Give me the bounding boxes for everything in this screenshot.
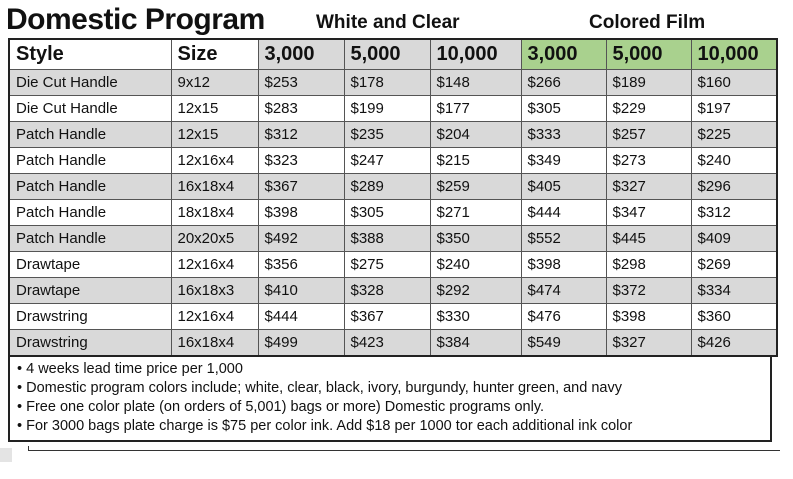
price-cell: $240 xyxy=(691,148,777,174)
price-cell: $552 xyxy=(521,226,606,252)
price-cell: $253 xyxy=(258,70,344,96)
size-cell: 12x16x4 xyxy=(171,252,258,278)
table-row xyxy=(9,70,777,96)
price-cell: $235 xyxy=(344,122,430,148)
price-cell: $177 xyxy=(430,96,521,122)
price-cell: $305 xyxy=(521,96,606,122)
price-cell: $259 xyxy=(430,174,521,200)
table-row xyxy=(9,252,777,278)
price-cell: $492 xyxy=(258,226,344,252)
corner-mark xyxy=(0,448,12,462)
style-cell: Die Cut Handle xyxy=(9,70,171,96)
price-cell: $384 xyxy=(430,330,521,357)
price-cell: $330 xyxy=(430,304,521,330)
style-cell: Patch Handle xyxy=(9,174,171,200)
price-cell: $334 xyxy=(691,278,777,304)
group-label-colored-film: Colored Film xyxy=(589,12,706,33)
price-cell: $367 xyxy=(258,174,344,200)
price-cell: $229 xyxy=(606,96,691,122)
table-row xyxy=(9,278,777,304)
column-header-size: Size xyxy=(171,39,258,70)
price-cell: $273 xyxy=(606,148,691,174)
column-header-white-5000: 5,000 xyxy=(344,39,430,70)
price-cell: $275 xyxy=(344,252,430,278)
price-cell: $333 xyxy=(521,122,606,148)
column-header-colored-3000: 3,000 xyxy=(521,39,606,70)
price-cell: $398 xyxy=(258,200,344,226)
column-header-white-10000: 10,000 xyxy=(430,39,521,70)
note-free-plate: • Free one color plate (on orders of 5,001) bags or more) Domestic programs only. xyxy=(17,399,545,415)
price-cell: $292 xyxy=(430,278,521,304)
price-cell: $444 xyxy=(258,304,344,330)
table-row xyxy=(9,96,777,122)
price-cell: $476 xyxy=(521,304,606,330)
style-cell: Patch Handle xyxy=(9,200,171,226)
column-header-white-3000: 3,000 xyxy=(258,39,344,70)
price-cell: $410 xyxy=(258,278,344,304)
price-cell: $356 xyxy=(258,252,344,278)
price-cell: $199 xyxy=(344,96,430,122)
price-cell: $398 xyxy=(606,304,691,330)
price-cell: $499 xyxy=(258,330,344,357)
note-lead-time: • 4 weeks lead time price per 1,000 xyxy=(17,361,243,377)
price-cell: $160 xyxy=(691,70,777,96)
size-cell: 16x18x3 xyxy=(171,278,258,304)
price-table xyxy=(8,38,778,357)
price-cell: $298 xyxy=(606,252,691,278)
price-cell: $409 xyxy=(691,226,777,252)
price-cell: $215 xyxy=(430,148,521,174)
style-cell: Drawstring xyxy=(9,330,171,357)
size-cell: 12x15 xyxy=(171,96,258,122)
price-cell: $372 xyxy=(606,278,691,304)
price-cell: $426 xyxy=(691,330,777,357)
price-cell: $312 xyxy=(258,122,344,148)
table-row xyxy=(9,226,777,252)
price-table-body xyxy=(9,70,777,357)
price-cell: $240 xyxy=(430,252,521,278)
price-cell: $350 xyxy=(430,226,521,252)
column-header-colored-5000: 5,000 xyxy=(606,39,691,70)
price-cell: $327 xyxy=(606,174,691,200)
price-cell: $549 xyxy=(521,330,606,357)
size-cell: 9x12 xyxy=(171,70,258,96)
size-cell: 18x18x4 xyxy=(171,200,258,226)
price-cell: $247 xyxy=(344,148,430,174)
price-cell: $445 xyxy=(606,226,691,252)
style-cell: Die Cut Handle xyxy=(9,96,171,122)
price-cell: $204 xyxy=(430,122,521,148)
price-cell: $312 xyxy=(691,200,777,226)
price-cell: $423 xyxy=(344,330,430,357)
price-cell: $269 xyxy=(691,252,777,278)
price-cell: $225 xyxy=(691,122,777,148)
column-header-style: Style xyxy=(9,39,171,70)
price-cell: $367 xyxy=(344,304,430,330)
column-header-colored-10000: 10,000 xyxy=(691,39,777,70)
price-cell: $474 xyxy=(521,278,606,304)
note-plate-charge: • For 3000 bags plate charge is $75 per color ink. Add $18 per 1000 tor each additional ink color xyxy=(17,418,633,434)
price-cell: $283 xyxy=(258,96,344,122)
price-cell: $360 xyxy=(691,304,777,330)
price-cell: $388 xyxy=(344,226,430,252)
notes-box xyxy=(8,356,772,442)
group-label-white-clear: White and Clear xyxy=(316,12,460,33)
price-cell: $349 xyxy=(521,148,606,174)
price-cell: $266 xyxy=(521,70,606,96)
price-cell: $405 xyxy=(521,174,606,200)
price-cell: $257 xyxy=(606,122,691,148)
size-cell: 12x15 xyxy=(171,122,258,148)
table-row xyxy=(9,330,777,357)
style-cell: Drawstring xyxy=(9,304,171,330)
size-cell: 16x18x4 xyxy=(171,174,258,200)
size-cell: 16x18x4 xyxy=(171,330,258,357)
price-cell: $327 xyxy=(606,330,691,357)
size-cell: 12x16x4 xyxy=(171,304,258,330)
price-cell: $347 xyxy=(606,200,691,226)
price-cell: $444 xyxy=(521,200,606,226)
price-cell: $271 xyxy=(430,200,521,226)
price-cell: $296 xyxy=(691,174,777,200)
table-row xyxy=(9,304,777,330)
table-row xyxy=(9,148,777,174)
page-title: Domestic Program xyxy=(6,3,265,36)
price-cell: $178 xyxy=(344,70,430,96)
style-cell: Patch Handle xyxy=(9,122,171,148)
style-cell: Drawtape xyxy=(9,278,171,304)
price-cell: $398 xyxy=(521,252,606,278)
style-cell: Patch Handle xyxy=(9,148,171,174)
price-cell: $328 xyxy=(344,278,430,304)
price-cell: $289 xyxy=(344,174,430,200)
table-row xyxy=(9,200,777,226)
table-row xyxy=(9,122,777,148)
style-cell: Drawtape xyxy=(9,252,171,278)
bottom-rule xyxy=(28,450,780,451)
price-cell: $189 xyxy=(606,70,691,96)
note-colors: • Domestic program colors include; white, clear, black, ivory, burgundy, hunter green, and navy xyxy=(17,380,622,396)
price-cell: $305 xyxy=(344,200,430,226)
price-cell: $197 xyxy=(691,96,777,122)
size-cell: 20x20x5 xyxy=(171,226,258,252)
price-cell: $323 xyxy=(258,148,344,174)
price-cell: $148 xyxy=(430,70,521,96)
header-row xyxy=(9,39,777,70)
table-row xyxy=(9,174,777,200)
style-cell: Patch Handle xyxy=(9,226,171,252)
size-cell: 12x16x4 xyxy=(171,148,258,174)
